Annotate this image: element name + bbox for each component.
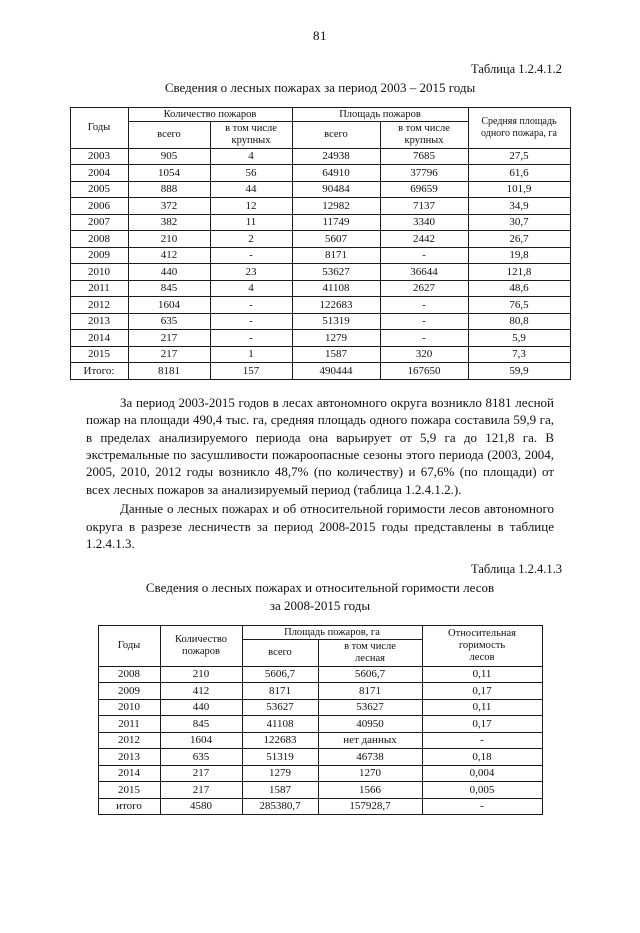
cell-count-total: 412 — [128, 247, 210, 264]
cell-area-total: 122683 — [242, 732, 318, 749]
cell-relative: 0,17 — [422, 683, 542, 700]
table1-th-count-large-line1: в том числе — [225, 123, 277, 135]
table1-th-area-group: Площадь пожаров — [292, 107, 468, 122]
table-row — [98, 749, 542, 766]
cell-area-large: - — [380, 247, 468, 264]
table2-caption-number: Таблица 1.2.4.1.3 — [471, 562, 562, 577]
cell-total-relative: - — [422, 798, 542, 815]
fires-relative-burning-table — [98, 625, 543, 816]
table2-th-area-forest-line1: в том числе — [344, 641, 396, 653]
table-row — [98, 683, 542, 700]
cell-area-forest: 40950 — [318, 716, 422, 733]
table-row — [70, 231, 570, 248]
cell-year: 2010 — [98, 699, 160, 716]
cell-year: 2012 — [98, 732, 160, 749]
cell-area-total: 1587 — [242, 782, 318, 799]
table2-head — [98, 625, 542, 666]
cell-year: 2006 — [70, 198, 128, 215]
cell-area-large: 2627 — [380, 280, 468, 297]
cell-year: 2005 — [70, 181, 128, 198]
cell-year: 2015 — [98, 782, 160, 799]
cell-average: 30,7 — [468, 214, 570, 231]
cell-count-large: 12 — [210, 198, 292, 215]
cell-count: 217 — [160, 765, 242, 782]
table1-th-area-large-line2: крупных — [404, 135, 444, 147]
cell-area-total: 41108 — [292, 280, 380, 297]
cell-total-count-total: 8181 — [128, 363, 210, 380]
cell-area-forest: 5606,7 — [318, 666, 422, 683]
cell-count: 412 — [160, 683, 242, 700]
table2-total-row — [98, 798, 542, 815]
table-row — [70, 148, 570, 165]
cell-total-label: итого — [98, 798, 160, 815]
table-row — [98, 765, 542, 782]
cell-average: 19,8 — [468, 247, 570, 264]
cell-count-large: 1 — [210, 346, 292, 363]
cell-count-total: 845 — [128, 280, 210, 297]
cell-count: 210 — [160, 666, 242, 683]
cell-area-forest: 1566 — [318, 782, 422, 799]
table2-th-relative-line2: лесов — [469, 651, 495, 663]
table1-wrapper — [0, 107, 640, 380]
table-row — [70, 346, 570, 363]
cell-count-total: 210 — [128, 231, 210, 248]
paragraph-fires-summary: За период 2003-2015 годов в лесах автономного округа возникло 8181 лесной пожар на площади 490,4 тыс. га, средняя площадь одного пожара составила 59,9 га, в пределах анализируемого периода она варьирует от 5,9 га до 121,8 га. В экстремальные по засушливости пожароопасные сезоны этого периода (2003, 2004, 2005, 2010, 2012 годы возникло 48,7% (по количеству) и 67,6% (по площади) от всех лесных пожаров за анализируемый период (таблица 1.2.4.1.2.). — [86, 394, 554, 497]
table2-title-line2: за 2008-2015 годы — [269, 598, 371, 613]
table-row — [70, 181, 570, 198]
cell-count-large: 23 — [210, 264, 292, 281]
cell-count-large: - — [210, 247, 292, 264]
table-row — [70, 330, 570, 347]
cell-count-total: 888 — [128, 181, 210, 198]
cell-relative: 0,004 — [422, 765, 542, 782]
cell-area-total: 122683 — [292, 297, 380, 314]
cell-area-large: 37796 — [380, 165, 468, 182]
table1-th-area-large — [380, 122, 468, 149]
cell-relative: 0,11 — [422, 699, 542, 716]
cell-total-area-total: 490444 — [292, 363, 380, 380]
cell-area-forest: 1270 — [318, 765, 422, 782]
table-row — [98, 699, 542, 716]
table-row — [70, 198, 570, 215]
table2-th-area-forest-line2: лесная — [355, 653, 385, 665]
table-row — [98, 782, 542, 799]
cell-year: 2014 — [98, 765, 160, 782]
table2-th-count-line2: пожаров — [182, 645, 220, 657]
cell-total-area-large: 167650 — [380, 363, 468, 380]
cell-area-total: 1587 — [292, 346, 380, 363]
cell-relative: - — [422, 732, 542, 749]
cell-count: 217 — [160, 782, 242, 799]
cell-area-total: 90484 — [292, 181, 380, 198]
cell-area-total: 5607 — [292, 231, 380, 248]
cell-relative: 0,18 — [422, 749, 542, 766]
cell-average: 61,6 — [468, 165, 570, 182]
table-row — [98, 666, 542, 683]
cell-area-large: 320 — [380, 346, 468, 363]
table1-th-average-line1: Средняя площадь — [481, 115, 557, 127]
table2-th-count-line1: Количество — [174, 633, 228, 645]
cell-count-large: 44 — [210, 181, 292, 198]
cell-count-total: 217 — [128, 346, 210, 363]
cell-average: 76,5 — [468, 297, 570, 314]
table-row — [70, 247, 570, 264]
cell-total-count-large: 157 — [210, 363, 292, 380]
cell-count-large: - — [210, 330, 292, 347]
cell-count-total: 1604 — [128, 297, 210, 314]
table-row — [70, 264, 570, 281]
cell-total-average: 59,9 — [468, 363, 570, 380]
cell-year: 2009 — [98, 683, 160, 700]
cell-total-count: 4580 — [160, 798, 242, 815]
cell-average: 34,9 — [468, 198, 570, 215]
cell-average: 48,6 — [468, 280, 570, 297]
paragraph-relative-burning: Данные о лесных пожарах и об относительной горимости лесов автономного округа в разрезе лесничеств за период 2008-2015 годы представлены в таблице 1.2.4.1.3. — [86, 501, 554, 552]
table1-th-count-group: Количество пожаров — [128, 107, 292, 122]
cell-area-forest: нет данных — [318, 732, 422, 749]
document-page — [0, 28, 640, 933]
cell-count-total: 905 — [128, 148, 210, 165]
cell-average: 27,5 — [468, 148, 570, 165]
table2-caption-wrap — [0, 562, 640, 614]
cell-area-total: 1279 — [292, 330, 380, 347]
cell-average: 26,7 — [468, 231, 570, 248]
cell-year: 2008 — [70, 231, 128, 248]
cell-count-large: 56 — [210, 165, 292, 182]
cell-year: 2010 — [70, 264, 128, 281]
cell-area-forest: 46738 — [318, 749, 422, 766]
cell-relative: 0,17 — [422, 716, 542, 733]
table2-title-line1: Сведения о лесных пожарах и относительной горимости лесов — [145, 580, 495, 596]
table2-body — [98, 666, 542, 815]
cell-total-label: Итого: — [70, 363, 128, 380]
cell-count-total: 635 — [128, 313, 210, 330]
cell-average: 5,9 — [468, 330, 570, 347]
table1-header-row-1 — [70, 107, 570, 122]
table-row — [70, 313, 570, 330]
cell-area-forest: 53627 — [318, 699, 422, 716]
table1-th-count-large — [210, 122, 292, 149]
table-row — [98, 716, 542, 733]
cell-total-area-total: 285380,7 — [242, 798, 318, 815]
cell-year: 2013 — [70, 313, 128, 330]
cell-count-total: 217 — [128, 330, 210, 347]
cell-area-large: 2442 — [380, 231, 468, 248]
table1-th-area-large-line1: в том числе — [398, 123, 450, 135]
cell-year: 2009 — [70, 247, 128, 264]
cell-area-large: 7137 — [380, 198, 468, 215]
table-row — [70, 165, 570, 182]
table1-th-average-line2: одного пожара, га — [481, 127, 557, 139]
cell-average: 7,3 — [468, 346, 570, 363]
cell-count-total: 372 — [128, 198, 210, 215]
cell-year: 2014 — [70, 330, 128, 347]
table1-th-area-total: всего — [292, 122, 380, 149]
cell-area-forest: 8171 — [318, 683, 422, 700]
cell-year: 2015 — [70, 346, 128, 363]
cell-area-large: - — [380, 330, 468, 347]
cell-count: 1604 — [160, 732, 242, 749]
table2-th-relative — [422, 625, 542, 666]
cell-area-total: 41108 — [242, 716, 318, 733]
cell-count: 635 — [160, 749, 242, 766]
table1-head — [70, 107, 570, 148]
cell-area-total: 11749 — [292, 214, 380, 231]
table2-th-years: Годы — [98, 625, 160, 666]
cell-year: 2008 — [98, 666, 160, 683]
cell-count-total: 382 — [128, 214, 210, 231]
cell-average: 80,8 — [468, 313, 570, 330]
cell-relative: 0,005 — [422, 782, 542, 799]
table1-title: Сведения о лесных пожарах за период 2003 – 2015 годы — [164, 80, 476, 95]
cell-area-total: 1279 — [242, 765, 318, 782]
table1-th-count-total: всего — [128, 122, 210, 149]
cell-area-total: 53627 — [292, 264, 380, 281]
cell-count: 440 — [160, 699, 242, 716]
cell-count-total: 1054 — [128, 165, 210, 182]
table-row — [70, 214, 570, 231]
cell-year: 2003 — [70, 148, 128, 165]
table2-wrapper — [0, 625, 640, 816]
table1-total-row — [70, 363, 570, 380]
cell-count-large: 2 — [210, 231, 292, 248]
table2-th-area-forest — [318, 640, 422, 667]
cell-area-total: 24938 — [292, 148, 380, 165]
cell-area-large: 69659 — [380, 181, 468, 198]
cell-area-total: 5606,7 — [242, 666, 318, 683]
cell-area-total: 64910 — [292, 165, 380, 182]
table-row — [70, 297, 570, 314]
table2-th-count — [160, 625, 242, 666]
table1-th-average — [468, 107, 570, 148]
cell-area-large: 36644 — [380, 264, 468, 281]
cell-count-large: - — [210, 297, 292, 314]
table2-th-area-group: Площадь пожаров, га — [242, 625, 422, 640]
cell-area-large: - — [380, 297, 468, 314]
page-number: 81 — [313, 28, 327, 43]
cell-average: 121,8 — [468, 264, 570, 281]
cell-area-total: 8171 — [242, 683, 318, 700]
cell-area-total: 51319 — [242, 749, 318, 766]
cell-year: 2004 — [70, 165, 128, 182]
table-row — [70, 280, 570, 297]
cell-total-area-forest: 157928,7 — [318, 798, 422, 815]
cell-area-total: 12982 — [292, 198, 380, 215]
table2-header-row-1 — [98, 625, 542, 640]
table2-th-relative-line1: Относительная горимость — [448, 628, 516, 651]
cell-year: 2012 — [70, 297, 128, 314]
cell-average: 101,9 — [468, 181, 570, 198]
cell-area-large: 3340 — [380, 214, 468, 231]
cell-area-total: 53627 — [242, 699, 318, 716]
table1-caption-number: Таблица 1.2.4.1.2 — [471, 62, 562, 76]
table1-body — [70, 148, 570, 379]
cell-year: 2011 — [98, 716, 160, 733]
cell-area-large: 7685 — [380, 148, 468, 165]
table-row — [98, 732, 542, 749]
cell-count-total: 440 — [128, 264, 210, 281]
cell-area-total: 8171 — [292, 247, 380, 264]
cell-year: 2007 — [70, 214, 128, 231]
table1-th-count-large-line2: крупных — [231, 135, 271, 147]
cell-count-large: 4 — [210, 280, 292, 297]
cell-count-large: 4 — [210, 148, 292, 165]
fires-summary-table — [70, 107, 571, 380]
table1-th-years: Годы — [70, 107, 128, 148]
table2-th-area-total: всего — [242, 640, 318, 667]
cell-year: 2011 — [70, 280, 128, 297]
cell-relative: 0,11 — [422, 666, 542, 683]
cell-count: 845 — [160, 716, 242, 733]
cell-year: 2013 — [98, 749, 160, 766]
cell-area-large: - — [380, 313, 468, 330]
cell-count-large: 11 — [210, 214, 292, 231]
cell-area-total: 51319 — [292, 313, 380, 330]
cell-count-large: - — [210, 313, 292, 330]
